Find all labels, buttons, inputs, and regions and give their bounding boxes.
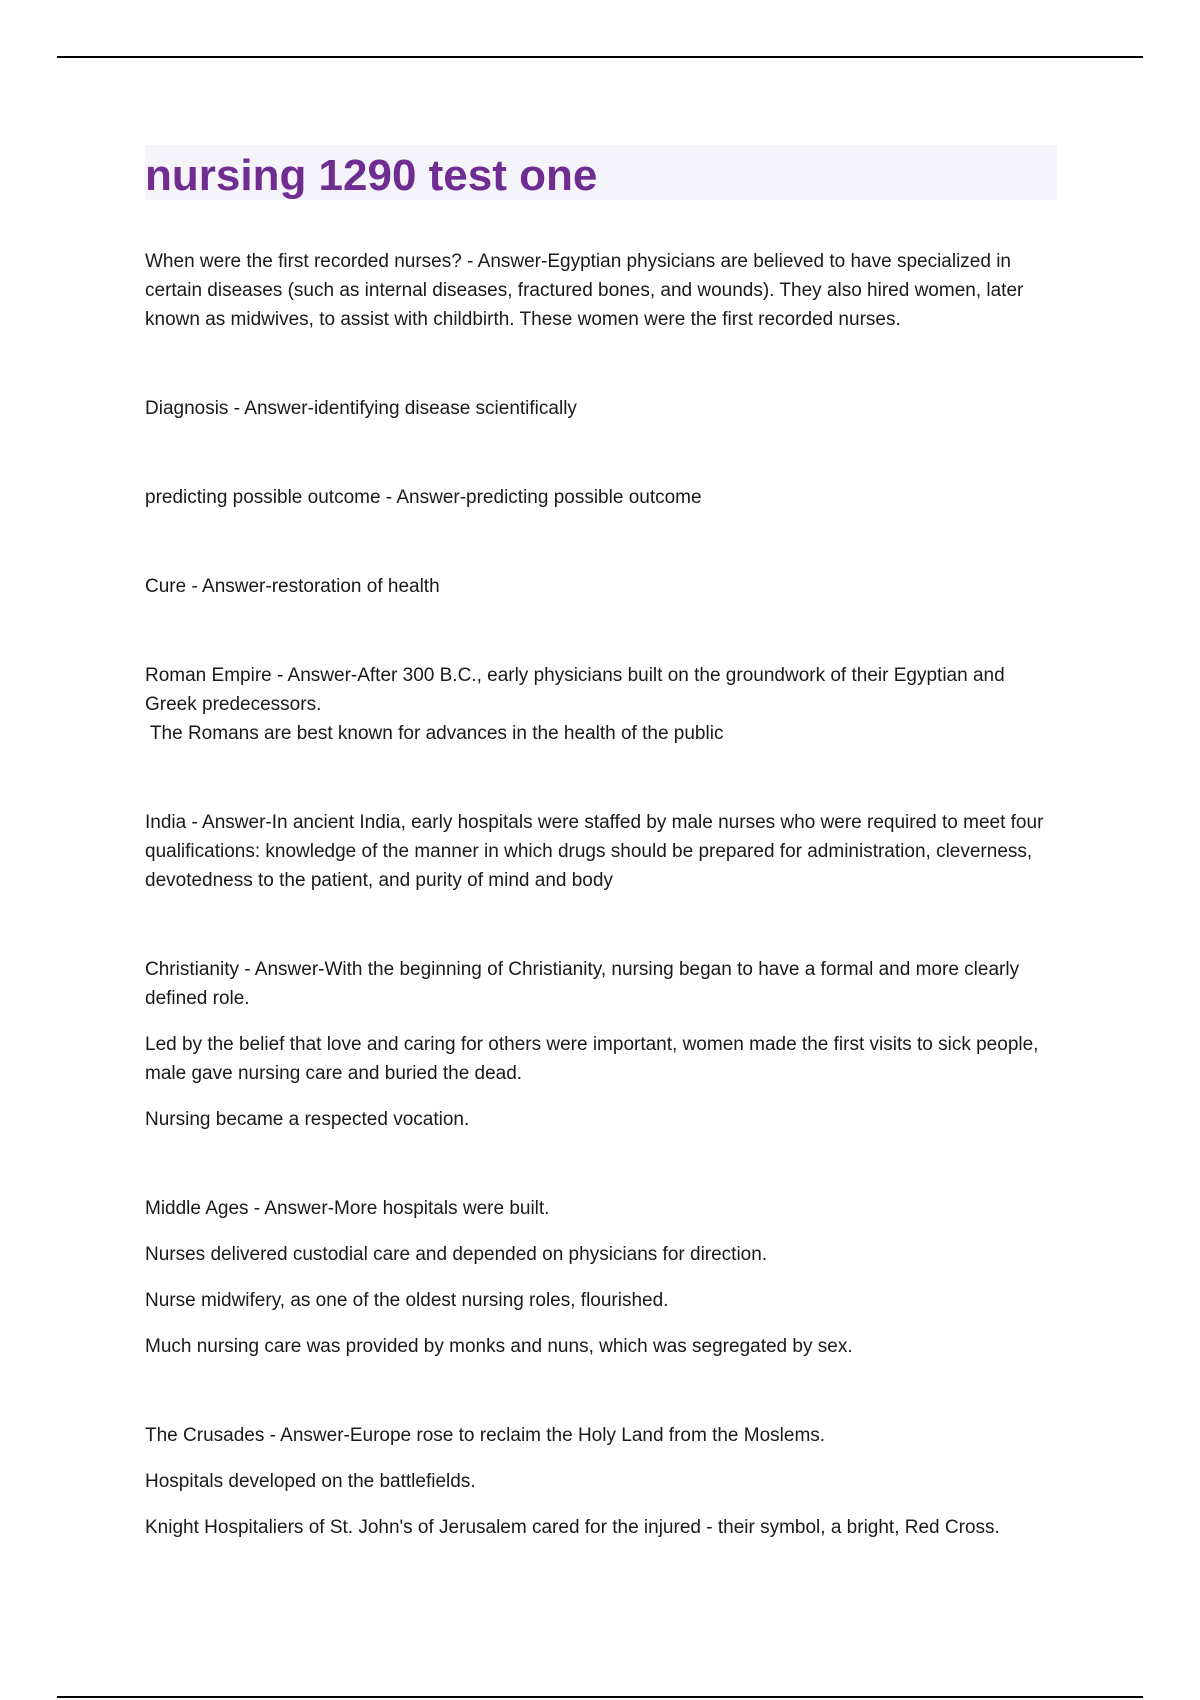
qa-entry-middle-ages	[145, 1194, 1057, 1361]
entry-text: Hospitals developed on the battlefields.	[145, 1471, 476, 1492]
entry-text: Cure - Answer-restoration of health	[145, 576, 440, 597]
entry-text: The Romans are best known for advances in the health of the public	[145, 723, 724, 744]
qa-entry-cure	[145, 572, 1057, 601]
qa-entry-christianity	[145, 955, 1057, 1134]
entry-text: India - Answer-In ancient India, early hospitals were staffed by male nurses who were required to meet four qualifications: knowledge of the manner in which drugs should be prepared for administration, cleverness, devotedness to the patient, and purity of mind and body	[145, 812, 1044, 891]
qa-entry-roman-empire	[145, 661, 1057, 748]
qa-entry-crusades	[145, 1421, 1057, 1542]
qa-entry-first-nurses	[145, 247, 1057, 334]
entry-text: Nurse midwifery, as one of the oldest nursing roles, flourished.	[145, 1290, 669, 1311]
entry-text: Christianity - Answer-With the beginning of Christianity, nursing began to have a formal and more clearly defined role.	[145, 959, 1020, 1009]
qa-entry-diagnosis	[145, 394, 1057, 423]
footer-rule	[57, 1696, 1143, 1698]
entry-text: Middle Ages - Answer-More hospitals were built.	[145, 1198, 550, 1219]
entry-text: Knight Hospitaliers of St. John's of Jerusalem cared for the injured - their symbol, a bright, Red Cross.	[145, 1517, 1000, 1538]
entry-text: The Crusades - Answer-Europe rose to reclaim the Holy Land from the Moslems.	[145, 1425, 826, 1446]
qa-entries	[145, 247, 1057, 1542]
entry-text: Nursing became a respected vocation.	[145, 1109, 470, 1130]
qa-entry-prognosis	[145, 483, 1057, 512]
qa-entry-india	[145, 808, 1057, 895]
document-body	[145, 145, 1057, 1602]
entry-text: predicting possible outcome - Answer-predicting possible outcome	[145, 487, 702, 508]
entry-text: Much nursing care was provided by monks and nuns, which was segregated by sex.	[145, 1336, 853, 1357]
entry-text: Roman Empire - Answer-After 300 B.C., early physicians built on the groundwork of their Egyptian and Greek predecessors.	[145, 665, 1005, 715]
title-band	[145, 145, 1057, 200]
entry-text: Led by the belief that love and caring for others were important, women made the first visits to sick people, male gave nursing care and buried the dead.	[145, 1034, 1039, 1084]
header-rule	[57, 56, 1143, 58]
entry-text: Diagnosis - Answer-identifying disease scientifically	[145, 398, 577, 419]
document-title: nursing 1290 test one	[145, 150, 598, 200]
entry-text: When were the first recorded nurses? - Answer-Egyptian physicians are believed to have specialized in certain diseases (such as internal diseases, fractured bones, and wounds). They also hired women, later known as midwives, to assist with childbirth. These women were the first recorded nurses.	[145, 251, 1024, 330]
entry-text: Nurses delivered custodial care and depended on physicians for direction.	[145, 1244, 768, 1265]
